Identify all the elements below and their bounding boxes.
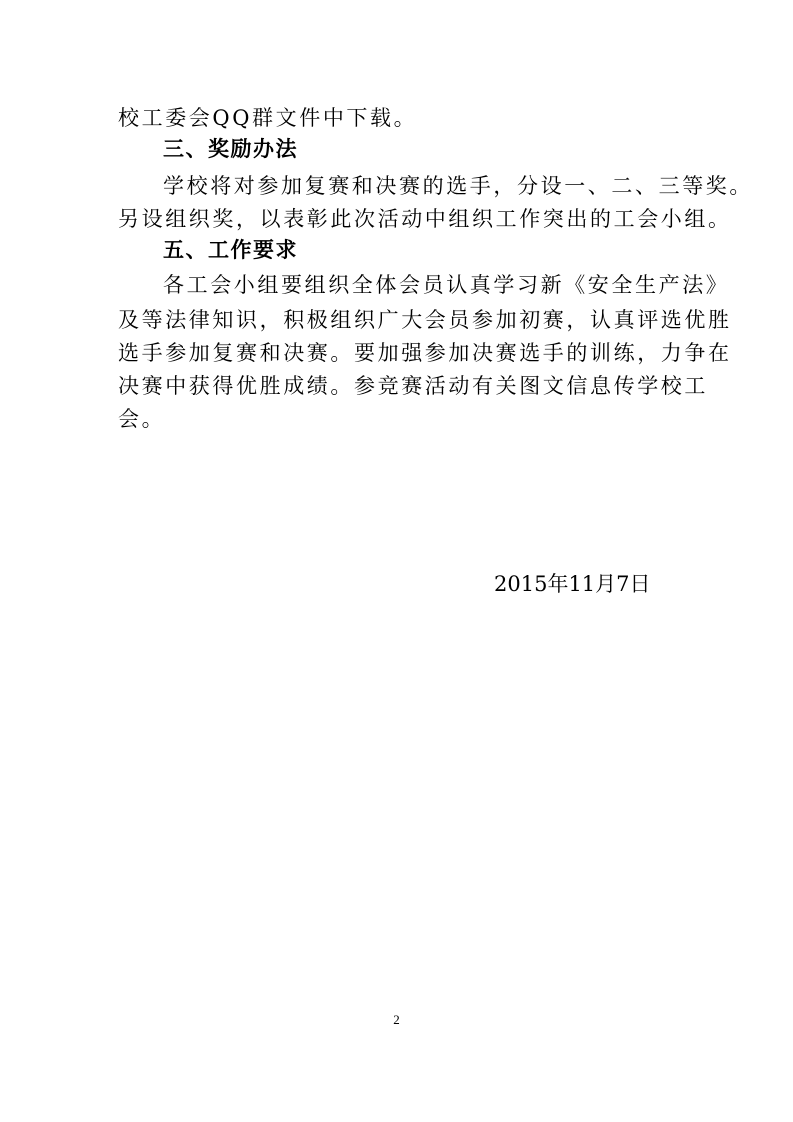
paragraph-line-5: 及等法律知识，积极组织广大会员参加初赛，认真评选优胜 <box>118 308 732 332</box>
paragraph-line-1: 校工委会QQ群文件中下载。 <box>118 106 418 130</box>
paragraph-line-2: 学校将对参加复赛和决赛的选手，分设一、二、三等奖。 <box>163 174 753 198</box>
document-date: 2015年11月7日 <box>494 572 651 596</box>
paragraph-line-4: 各工会小组要组织全体会员认真学习新《安全生产法》 <box>163 273 730 297</box>
section-heading-requirements: 五、工作要求 <box>163 237 298 262</box>
page-number: 2 <box>393 1012 400 1027</box>
paragraph-line-6: 选手参加复赛和决赛。要加强参加决赛选手的训练，力争在 <box>118 341 732 365</box>
paragraph-line-8: 会。 <box>118 407 166 431</box>
paragraph-line-3: 另设组织奖，以表彰此次活动中组织工作突出的工会小组。 <box>118 207 732 231</box>
paragraph-line-7: 决赛中获得优胜成绩。参竞赛活动有关图文信息传学校工 <box>118 374 708 398</box>
section-heading-awards: 三、奖励办法 <box>163 136 298 161</box>
